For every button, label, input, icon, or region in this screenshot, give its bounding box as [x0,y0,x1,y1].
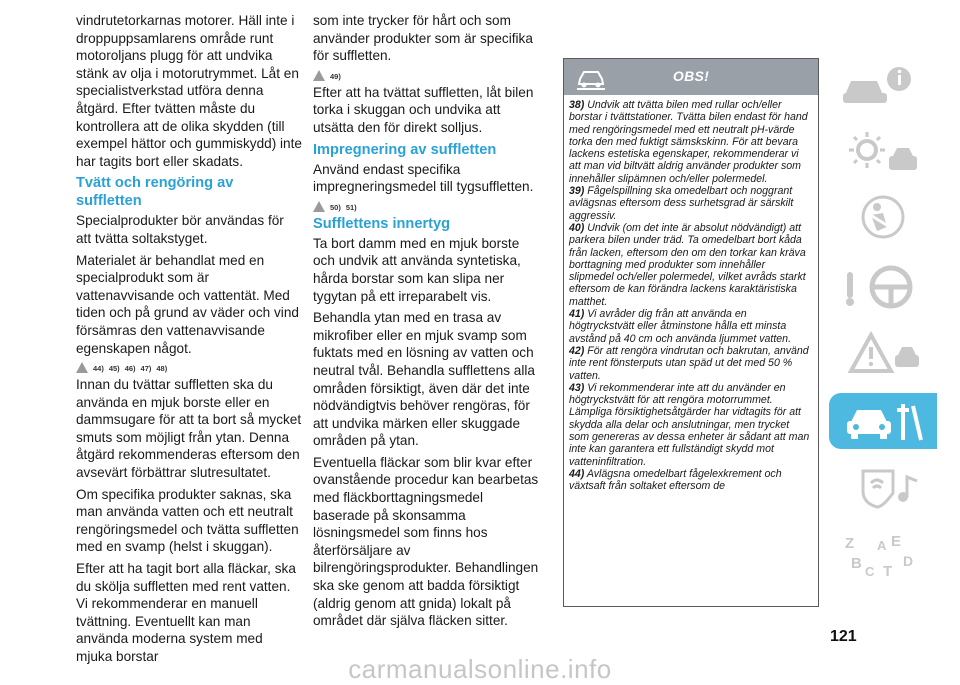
page-number: 121 [830,628,857,645]
tab-index[interactable] [829,527,937,583]
alphabet-index-icon [837,530,929,580]
obs-item-text: Vi rekommenderar inte att du använder en högtryckstvätt för att rengöra motorrummet. Lämpliga försiktighetsåtgärder har vidtagits för att skydda alla delar och anslutningar, men trycket som genereras av dessa enheter är sådant att man inte kan garantera ett fullständigt skydd mot vatteninfiltration. [569,381,810,468]
steering-wheel-icon [837,262,929,312]
tab-maintenance[interactable] [829,393,937,449]
lights-icon [837,128,929,178]
seatbelt-icon [837,195,929,245]
obs-item [569,308,812,345]
index-letter: B [851,555,862,572]
obs-item [569,222,812,308]
obs-item-number: 42) [569,344,585,357]
obs-item-text: Vi avråder dig från att använda en högtryckstvätt eller åtminstone hålla ett minsta avstånd på 40 cm och använda ljummet vatten. [569,308,792,345]
tab-multimedia[interactable] [829,460,937,516]
watermark: carmanualsonline.info [348,654,612,684]
car-maintenance-icon [837,396,929,446]
reference-number[interactable]: 48) [156,364,168,374]
index-letter: A [877,538,887,553]
obs-item-number: 39) [569,185,585,198]
obs-item [569,185,812,222]
obs-item [569,345,812,382]
paragraph: Behandla ytan med en trasa av mikrofiber eller en mjuk svamp som fuktats med en lösning av vatten och neutral tvål. Behandla sufflettens alla områden försiktigt, även där det inte nödvändigtvis behöver rengöras, för att undvika märken eller skuggade områden på ytan. [313,310,535,449]
obs-item-text: Undvik att tvätta bilen med rullar och/eller borstar i tvättstationer. Tvätta bilen endast för hand med rengöringsmedel med ett neutralt pH-värde torka den med fuktigt sämskskinn. För att bevara lackens estetiska egenskaper, rekommenderar vi att man vid biltvätt aldrig använder produkter som innehåller slipämnen och/eller polermedel. [569,99,808,185]
tab-safety[interactable] [829,192,937,248]
obs-item-text: Fågelspillning ska omedelbart och noggrant avlägsnas eftersom dess surhetsgrad är särskilt aggressiv. [569,185,794,222]
paragraph: vindrutetorkarnas motorer. Häll inte i droppuppsamlarens område runt motoroljans plugg för att undvika stänk av olja i motorutrymmet. Låt en specialistverkstad utföra denna åtgärd. Efter tvätten måste du kontrollera att de olika skydden (till exempel hättor och gummiskydd) inte har tagits bort eller skadats. [76,13,302,169]
paragraph: Använd endast specifika impregneringsmedel till tygsuffletten. [313,161,534,195]
paragraph: Ta bort damm med en mjuk borste och undvik att använda syntetiska, hårda borstar som kan slipa ner tygytan på ett irreparabelt vis. [313,235,521,304]
warning-references [313,198,539,212]
obs-item-number: 41) [569,308,585,321]
obs-item-number: 44) [569,467,585,480]
obs-item-number: 38) [569,99,585,111]
warning-triangle-icon [76,362,88,373]
reference-number[interactable]: 50) [330,202,341,212]
obs-item-text: Undvik (om det inte är absolut nödvändigt) att parkera bilen under träd. Ta omedelbart bort kåda från lacken, eftersom den om den torkar kan kräva borttagning med produkter som innehåller slipmedel och/eller polermedel, vilket avråds starkt eftersom de kan förändra lackens karaktäristiska matthet. [569,221,806,308]
paragraph: Om specifika produkter saknas, ska man använda vatten och ett neutralt rengöringsmedel och tvätta suffletten med en svamp (helst i skuggan). [76,486,299,555]
reference-number[interactable]: 46) [124,364,136,374]
obs-item [569,382,812,468]
obs-title: OBS! [672,68,710,84]
index-letter: Z [845,535,855,552]
obs-item-text: Avlägsna omedelbart fågelexkrement och växtsaft från soltaket eftersom de [569,467,782,493]
obs-item-number: 43) [569,381,585,394]
reference-number[interactable]: 44) [93,364,104,374]
text-column-left [76,12,302,670]
index-letter: T [883,563,893,580]
obs-list [564,95,818,493]
paragraph: Efter att ha tvättat suffletten, låt bilen torka i skuggan och undvika att utsätta den för direkt solljus. [313,84,534,135]
index-letter: C [865,564,875,579]
obs-header [564,59,818,95]
warning-triangle-icon [313,70,325,81]
section-heading: Impregnering av suffletten [313,141,497,158]
warning-car-icon [837,329,929,379]
warning-references [76,359,302,373]
paragraph: Innan du tvättar suffletten ska du använda en mjuk borste eller en dammsugare för att ta bort så mycket smuts som möjligt från ytan. Denna åtgärd rekommenderas eftersom den avsevärt förbättrar slutresultatet. [76,377,302,481]
warning-triangle-icon [313,201,325,212]
multimedia-icon [837,463,929,513]
section-heading: Sufflettens innertyg [313,215,451,232]
section-heading: Tvätt och rengöring av suffletten [76,175,234,210]
index-letter: E [891,533,902,550]
reference-number[interactable]: 49) [330,71,341,81]
paragraph: Efter att ha tagit bort alla fläckar, ska du skölja suffletten med rent vatten. Vi rekommenderar en manuell tvättning. Eventuellt kan man använda moderna system med mjuka borstar [76,561,296,664]
tab-lights[interactable] [829,125,937,181]
obs-warning-box [563,58,819,607]
tab-emergency[interactable] [829,326,937,382]
index-letter: D [903,553,914,569]
reference-number[interactable]: 47) [140,364,152,374]
paragraph: Materialet är behandlat med en specialprodukt som är vattenavvisande och vattentät. Med tiden och på grund av väder och vind försämras den vattenavvisande egenskapen något. [76,252,299,356]
paragraph: som inte trycker för hårt och som använder produkter som är specifika för suffletten. [313,13,533,64]
tab-starting-driving[interactable] [829,259,937,315]
text-column-middle [313,12,539,634]
warning-references [313,67,539,81]
paragraph: Specialprodukter bör användas för att tvätta soltakstyget. [76,213,284,246]
obs-item-text: För att rengöra vindrutan och bakrutan, använd inte rent fönsterputs utan späd ut det med 50 % vatten. [569,344,809,382]
car-info-icon [837,61,929,111]
obs-item-number: 40) [569,221,585,234]
obs-item [569,468,812,493]
reference-number[interactable]: 51) [345,202,357,212]
obs-item [569,99,812,185]
reference-number[interactable]: 45) [108,364,120,374]
tab-car-info[interactable] [829,58,937,114]
chapter-sidebar [829,58,937,594]
paragraph: Eventuella fläckar som blir kvar efter ovanstående procedur kan bearbetas med fläckborttagningsmedel baserade på skonsamma lösningsmedel som finns hos återförsäljare av bilrengöringsprodukter. Behandlingen ska ske genom att badda försiktigt (aldrig genom att gnida) lokalt på området där själva fläcken sitter. [313,454,539,629]
